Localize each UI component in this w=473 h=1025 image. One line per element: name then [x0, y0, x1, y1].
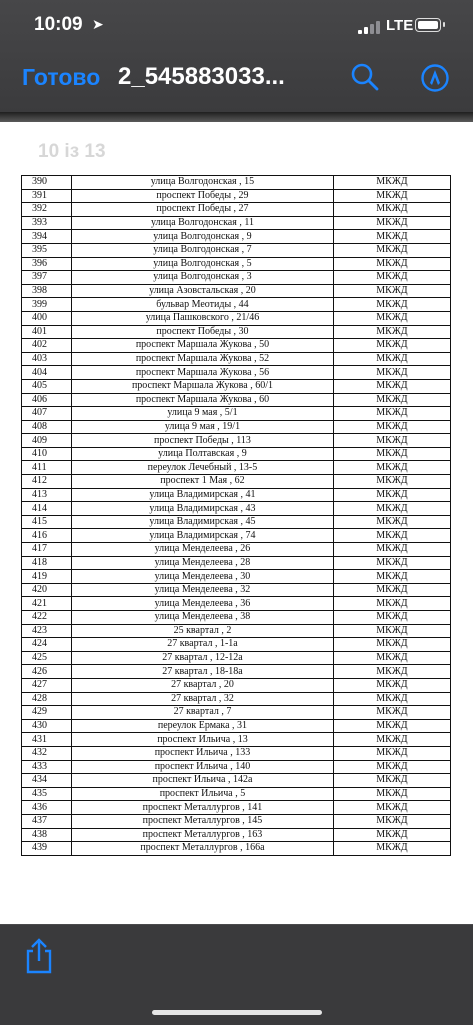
row-number: 429: [22, 706, 72, 720]
table-row: [22, 407, 451, 421]
address-table: [21, 175, 451, 856]
top-bar: [0, 0, 473, 112]
table-row: [22, 339, 451, 353]
row-type: МКЖД: [333, 692, 450, 706]
row-type: МКЖД: [333, 842, 450, 856]
status-bar: [0, 0, 473, 52]
table-row: [22, 230, 451, 244]
row-address: улица Волгодонская , 3: [72, 271, 334, 285]
row-type: МКЖД: [333, 787, 450, 801]
table-row: [22, 311, 451, 325]
row-number: 402: [22, 339, 72, 353]
row-address: улица Волгодонская , 15: [72, 176, 334, 190]
row-number: 432: [22, 746, 72, 760]
table-row: [22, 611, 451, 625]
row-number: 431: [22, 733, 72, 747]
row-type: МКЖД: [333, 543, 450, 557]
row-address: проспект Ильича , 140: [72, 760, 334, 774]
table-row: [22, 447, 451, 461]
table-row: [22, 787, 451, 801]
row-number: 406: [22, 393, 72, 407]
row-type: МКЖД: [333, 801, 450, 815]
row-type: МКЖД: [333, 447, 450, 461]
row-type: МКЖД: [333, 529, 450, 543]
row-type: МКЖД: [333, 311, 450, 325]
table-row: [22, 678, 451, 692]
row-address: проспект Победы , 113: [72, 434, 334, 448]
row-type: МКЖД: [333, 284, 450, 298]
table-row: [22, 583, 451, 597]
table-row: [22, 665, 451, 679]
row-address: улица Менделеева , 32: [72, 583, 334, 597]
row-number: 403: [22, 352, 72, 366]
row-number: 423: [22, 624, 72, 638]
row-type: МКЖД: [333, 393, 450, 407]
row-number: 427: [22, 678, 72, 692]
row-number: 408: [22, 420, 72, 434]
row-address: улица Азовстальская , 20: [72, 284, 334, 298]
row-number: 394: [22, 230, 72, 244]
table-row: [22, 719, 451, 733]
row-type: МКЖД: [333, 352, 450, 366]
row-number: 399: [22, 298, 72, 312]
table-row: [22, 543, 451, 557]
row-number: 424: [22, 638, 72, 652]
row-number: 401: [22, 325, 72, 339]
row-address: проспект Победы , 30: [72, 325, 334, 339]
row-address: проспект Маршала Жукова , 52: [72, 352, 334, 366]
row-address: улица Менделеева , 30: [72, 570, 334, 584]
row-number: 435: [22, 787, 72, 801]
row-address: улица Владимирская , 74: [72, 529, 334, 543]
row-type: МКЖД: [333, 434, 450, 448]
row-number: 405: [22, 379, 72, 393]
row-type: МКЖД: [333, 515, 450, 529]
row-address: проспект Маршала Жукова , 60/1: [72, 379, 334, 393]
row-address: улица Пашковского , 21/46: [72, 311, 334, 325]
row-type: МКЖД: [333, 502, 450, 516]
row-address: улица Волгодонская , 5: [72, 257, 334, 271]
row-type: МКЖД: [333, 243, 450, 257]
row-number: 395: [22, 243, 72, 257]
row-address: проспект 1 Мая , 62: [72, 475, 334, 489]
page-indicator: 10 із 13: [38, 141, 106, 162]
row-address: проспект Маршала Жукова , 60: [72, 393, 334, 407]
row-type: МКЖД: [333, 325, 450, 339]
table-row: [22, 842, 451, 856]
row-address: проспект Ильича , 5: [72, 787, 334, 801]
row-type: МКЖД: [333, 216, 450, 230]
row-type: МКЖД: [333, 774, 450, 788]
table-row: [22, 733, 451, 747]
row-type: МКЖД: [333, 583, 450, 597]
row-number: 396: [22, 257, 72, 271]
row-number: 419: [22, 570, 72, 584]
row-number: 421: [22, 597, 72, 611]
row-type: МКЖД: [333, 651, 450, 665]
row-number: 437: [22, 814, 72, 828]
row-address: проспект Победы , 29: [72, 189, 334, 203]
row-number: 433: [22, 760, 72, 774]
row-number: 418: [22, 556, 72, 570]
document-title: 2_545883033...: [118, 63, 285, 90]
row-address: проспект Металлургов , 145: [72, 814, 334, 828]
row-type: МКЖД: [333, 379, 450, 393]
table-row: [22, 488, 451, 502]
row-address: 27 квартал , 12-12а: [72, 651, 334, 665]
row-number: 434: [22, 774, 72, 788]
table-row: [22, 379, 451, 393]
battery-icon: [415, 18, 441, 32]
page-edge-shadow: [0, 112, 473, 122]
row-address: улица 9 мая , 5/1: [72, 407, 334, 421]
table-row: [22, 774, 451, 788]
table-row: [22, 814, 451, 828]
row-address: улица Владимирская , 45: [72, 515, 334, 529]
location-arrow-icon: ➤: [92, 16, 104, 32]
row-number: 412: [22, 475, 72, 489]
table-row: [22, 393, 451, 407]
row-address: улица Владимирская , 41: [72, 488, 334, 502]
row-number: 407: [22, 407, 72, 421]
table-row: [22, 420, 451, 434]
row-type: МКЖД: [333, 665, 450, 679]
row-type: МКЖД: [333, 189, 450, 203]
row-address: улица Волгодонская , 9: [72, 230, 334, 244]
row-type: МКЖД: [333, 597, 450, 611]
row-address: 27 квартал , 1-1а: [72, 638, 334, 652]
row-address: проспект Металлургов , 166а: [72, 842, 334, 856]
table-row: [22, 515, 451, 529]
row-type: МКЖД: [333, 828, 450, 842]
row-address: 27 квартал , 32: [72, 692, 334, 706]
table-row: [22, 556, 451, 570]
row-type: МКЖД: [333, 230, 450, 244]
table-row: [22, 828, 451, 842]
status-time: 10:09: [34, 14, 83, 35]
row-number: 438: [22, 828, 72, 842]
row-number: 409: [22, 434, 72, 448]
table-row: [22, 760, 451, 774]
row-type: МКЖД: [333, 624, 450, 638]
row-number: 390: [22, 176, 72, 190]
table-row: [22, 216, 451, 230]
row-address: проспект Маршала Жукова , 56: [72, 366, 334, 380]
row-type: МКЖД: [333, 488, 450, 502]
row-type: МКЖД: [333, 638, 450, 652]
row-number: 436: [22, 801, 72, 815]
row-number: 417: [22, 543, 72, 557]
row-address: улица Волгодонская , 11: [72, 216, 334, 230]
cellular-signal-icon: [358, 20, 384, 34]
row-type: МКЖД: [333, 420, 450, 434]
home-indicator: [152, 1010, 322, 1015]
row-number: 410: [22, 447, 72, 461]
row-type: МКЖД: [333, 407, 450, 421]
row-address: улица Менделеева , 36: [72, 597, 334, 611]
row-type: МКЖД: [333, 475, 450, 489]
table-row: [22, 746, 451, 760]
row-type: МКЖД: [333, 271, 450, 285]
row-number: 397: [22, 271, 72, 285]
row-type: МКЖД: [333, 257, 450, 271]
row-address: проспект Ильича , 13: [72, 733, 334, 747]
bottom-toolbar: [0, 924, 473, 1025]
row-type: МКЖД: [333, 203, 450, 217]
table-row: [22, 597, 451, 611]
row-number: 415: [22, 515, 72, 529]
row-address: проспект Металлургов , 163: [72, 828, 334, 842]
row-address: переулок Лечебный , 13-5: [72, 461, 334, 475]
table-row: [22, 502, 451, 516]
row-address: улица Волгодонская , 7: [72, 243, 334, 257]
row-number: 404: [22, 366, 72, 380]
row-address: улица Менделеева , 26: [72, 543, 334, 557]
row-address: улица Владимирская , 43: [72, 502, 334, 516]
table-row: [22, 638, 451, 652]
network-type: LTE: [386, 17, 414, 34]
row-number: 428: [22, 692, 72, 706]
row-address: 25 квартал , 2: [72, 624, 334, 638]
row-address: 27 квартал , 18-18а: [72, 665, 334, 679]
table-row: [22, 189, 451, 203]
table-row: [22, 570, 451, 584]
row-type: МКЖД: [333, 461, 450, 475]
row-number: 398: [22, 284, 72, 298]
row-address: проспект Победы , 27: [72, 203, 334, 217]
row-number: 393: [22, 216, 72, 230]
row-number: 426: [22, 665, 72, 679]
row-address: проспект Маршала Жукова , 50: [72, 339, 334, 353]
row-type: МКЖД: [333, 706, 450, 720]
table-row: [22, 651, 451, 665]
row-type: МКЖД: [333, 366, 450, 380]
row-number: 392: [22, 203, 72, 217]
table-row: [22, 434, 451, 448]
table-row: [22, 176, 451, 190]
row-address: улица 9 мая , 19/1: [72, 420, 334, 434]
table-row: [22, 352, 451, 366]
row-type: МКЖД: [333, 339, 450, 353]
row-number: 422: [22, 611, 72, 625]
row-address: бульвар Меотиды , 44: [72, 298, 334, 312]
row-type: МКЖД: [333, 814, 450, 828]
row-type: МКЖД: [333, 678, 450, 692]
row-number: 400: [22, 311, 72, 325]
row-type: МКЖД: [333, 611, 450, 625]
table-row: [22, 706, 451, 720]
row-address: 27 квартал , 20: [72, 678, 334, 692]
row-type: МКЖД: [333, 733, 450, 747]
table-row: [22, 366, 451, 380]
search-icon[interactable]: [350, 62, 380, 92]
row-address: улица Менделеева , 38: [72, 611, 334, 625]
row-address: 27 квартал , 7: [72, 706, 334, 720]
row-address: проспект Ильича , 133: [72, 746, 334, 760]
row-number: 430: [22, 719, 72, 733]
row-number: 416: [22, 529, 72, 543]
row-type: МКЖД: [333, 746, 450, 760]
row-number: 420: [22, 583, 72, 597]
table-row: [22, 284, 451, 298]
done-button[interactable]: Готово: [22, 64, 101, 90]
table-row: [22, 298, 451, 312]
row-number: 413: [22, 488, 72, 502]
row-type: МКЖД: [333, 760, 450, 774]
row-number: 411: [22, 461, 72, 475]
table-row: [22, 271, 451, 285]
row-type: МКЖД: [333, 556, 450, 570]
table-row: [22, 475, 451, 489]
markup-pen-icon[interactable]: [420, 63, 450, 93]
row-number: 425: [22, 651, 72, 665]
row-type: МКЖД: [333, 719, 450, 733]
table-row: [22, 325, 451, 339]
row-address: улица Менделеева , 28: [72, 556, 334, 570]
table-row: [22, 203, 451, 217]
row-address: переулок Ермака , 31: [72, 719, 334, 733]
row-number: 391: [22, 189, 72, 203]
table-row: [22, 243, 451, 257]
row-number: 414: [22, 502, 72, 516]
share-icon[interactable]: [24, 937, 54, 975]
table-row: [22, 692, 451, 706]
table-row: [22, 801, 451, 815]
row-number: 439: [22, 842, 72, 856]
table-row: [22, 624, 451, 638]
table-row: [22, 461, 451, 475]
row-address: проспект Металлургов , 141: [72, 801, 334, 815]
row-address: проспект Ильича , 142а: [72, 774, 334, 788]
row-type: МКЖД: [333, 298, 450, 312]
table-row: [22, 529, 451, 543]
row-type: МКЖД: [333, 570, 450, 584]
row-address: улица Полтавская , 9: [72, 447, 334, 461]
table-row: [22, 257, 451, 271]
row-type: МКЖД: [333, 176, 450, 190]
